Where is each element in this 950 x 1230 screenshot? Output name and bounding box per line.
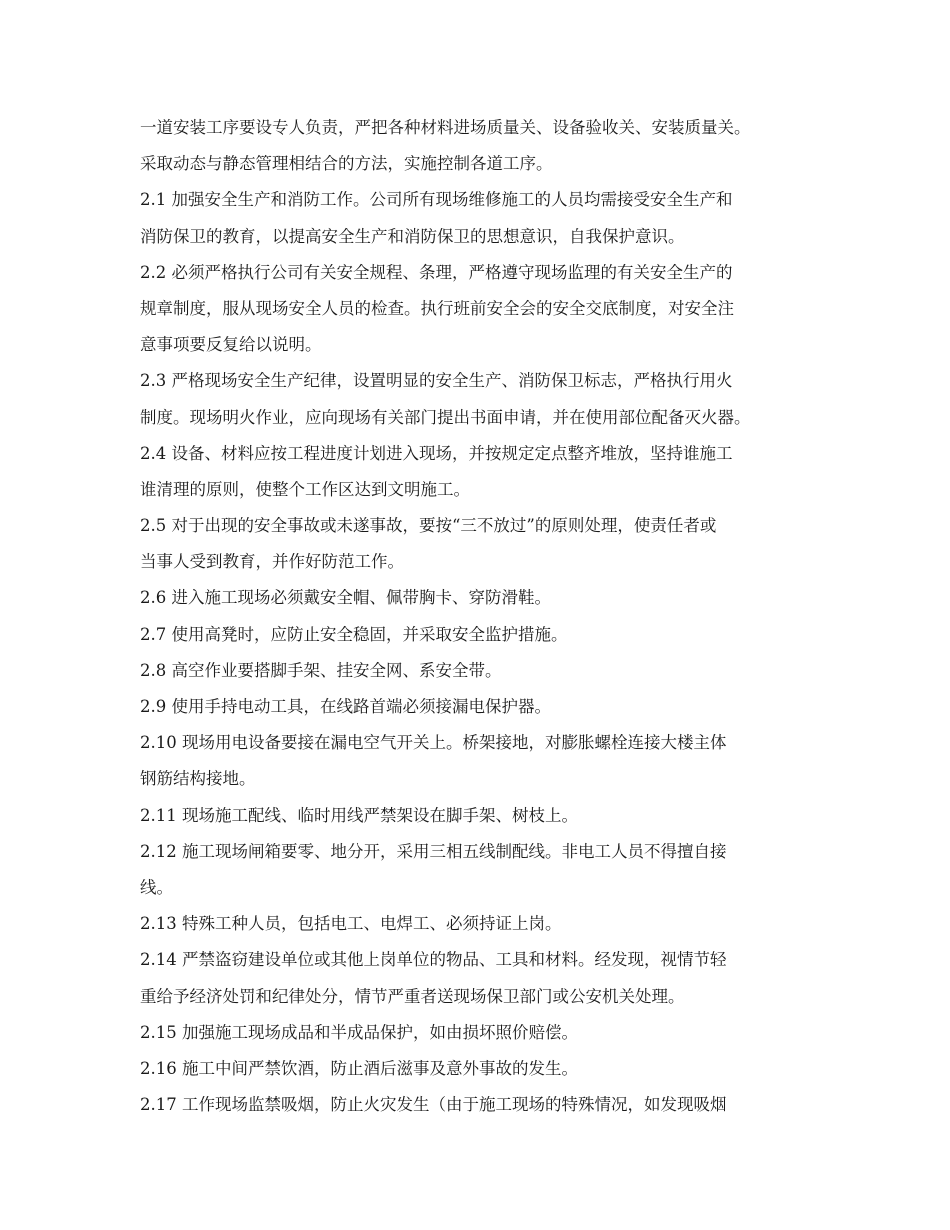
text-line: 2.1 加强安全生产和消防工作。公司所有现场维修施工的人员均需接受安全生产和	[140, 190, 733, 210]
text-line: 2.4 设备、材料应按工程进度计划进入现场，并按规定定点整齐堆放，坚持谁施工	[140, 443, 733, 463]
text-line: 2.7 使用高凳时，应防止安全稳固，并采取安全监护措施。	[140, 624, 568, 644]
text-line: 意事项要反复给以说明。	[140, 335, 322, 355]
text-line: 2.17 工作现场监禁吸烟，防止火灾发生（由于施工现场的特殊情况，如发现吸烟	[140, 1095, 727, 1115]
document-body	[140, 110, 840, 1123]
text-line: 2.5 对于出现的安全事故或未遂事故，要按“三不放过”的原则处理，使责任者或	[140, 516, 717, 536]
text-line: 当事人受到教育，并作好防范工作。	[140, 552, 404, 572]
text-line: 消防保卫的教育，以提高安全生产和消防保卫的思想意识，自我保护意识。	[140, 226, 685, 246]
text-line: 2.16 施工中间严禁饮酒，防止酒后滋事及意外事故的发生。	[140, 1058, 578, 1078]
text-line: 规章制度，服从现场安全人员的检查。执行班前安全会的安全交底制度，对安全注	[140, 298, 734, 318]
text-line: 2.3 严格现场安全生产纪律，设置明显的安全生产、消防保卫标志，严格执行用火	[140, 371, 733, 391]
text-line: 2.9 使用手持电动工具，在线路首端必须接漏电保护器。	[140, 697, 551, 716]
text-line: 钢筋结构接地。	[140, 769, 256, 789]
text-line: 线。	[140, 877, 173, 897]
text-line: 2.2 必须严格执行公司有关安全规程、条理，严格遵守现场监理的有关安全生产的	[140, 262, 733, 282]
text-line: 2.6 进入施工现场必须戴安全帽、佩带胸卡、穿防滑鞋。	[140, 588, 551, 608]
text-line: 制度。现场明火作业，应向现场有关部门提出书面申请，并在使用部位配备灭火器。	[140, 407, 751, 427]
text-line: 重给予经济处罚和纪律处分，情节严重者送现场保卫部门或公安机关处理。	[140, 986, 685, 1006]
text-line: 2.8 高空作业要搭脚手架、挂安全网、系安全带。	[140, 660, 502, 680]
text-line: 2.12 施工现场闸箱要零、地分开，采用三相五线制配线。非电工人员不得擅自接	[140, 841, 727, 861]
text-line: 2.14 严禁盗窃建设单位或其他上岗单位的物品、工具和材料。经发现，视情节轻	[140, 950, 727, 970]
text-line: 一道安装工序要设专人负责，严把各种材料进场质量关、设备验收关、安装质量关。	[140, 118, 751, 137]
text-line: 采取动态与静态管理相结合的方法，实施控制各道工序。	[140, 154, 553, 174]
text-line: 2.13 特殊工种人员，包括电工、电焊工、必须持证上岗。	[140, 914, 562, 934]
text-line: 2.15 加强施工现场成品和半成品保护，如由损坏照价赔偿。	[140, 1022, 578, 1042]
text-line: 2.10 现场用电设备要接在漏电空气开关上。桥架接地，对膨胀螺栓连接大楼主体	[140, 733, 727, 753]
text-line: 2.11 现场施工配线、临时用线严禁架设在脚手架、树枝上。	[140, 805, 578, 825]
text-line: 谁清理的原则，使整个工作区达到文明施工。	[140, 479, 470, 499]
